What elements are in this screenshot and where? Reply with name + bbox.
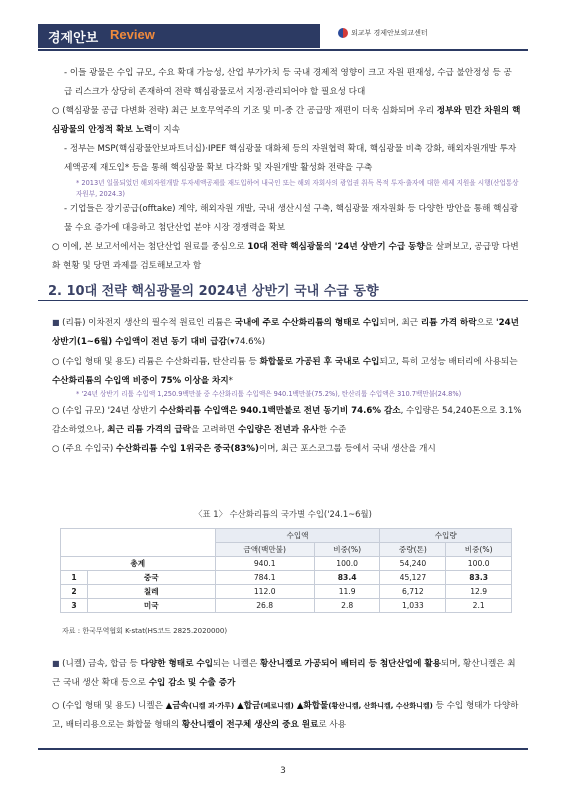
row-share-2: 83.3: [446, 571, 512, 585]
nickel-p1-a: (니켈) 금속, 합금 등: [62, 659, 141, 669]
square-bullet-icon: ■: [52, 659, 63, 668]
row-rank: 2: [61, 585, 88, 599]
nickel-c1-a: ○ (수입 형태 및 용도) 니켈은: [52, 701, 166, 711]
total-amount: 940.1: [215, 557, 314, 571]
intro-bullet-2-text: - 정부는 MSP(핵심광물안보파트너십)·IPEF 핵심광물 대화체 등의 자원협력 확대, 핵심광물 비축 강화, 해외자원개발 투자세액공제 재도입* 등을 통해 핵심광물 확보 다각화 및 자원개발 활성화 전략을 구축: [64, 144, 517, 173]
lithium-c2-e: 을 고려하면: [190, 425, 238, 435]
intro-bullet-2: [64, 140, 522, 178]
lithium-p1-a: (리튬) 이차전지 생산의 필수적 원료인 리튬은: [62, 318, 235, 328]
intro-bullet-3-text: - 기업들은 장기공급(offtake) 계약, 해외자원 개발, 국내 생산시설 구축, 핵심광물 재자원화 등 다양한 방안을 통해 핵심광물 수요 증가에 대응하고 첨단산업 분야 시장 경쟁력을 확보: [64, 204, 519, 233]
table-row-total: [61, 557, 512, 571]
table-corner-cell: [61, 529, 216, 557]
table-header-row-1: [61, 529, 512, 543]
lithium-c3-d: 이며, 최근 포스코그룹 등에서 국내 생산을 개시: [258, 444, 436, 454]
page-header: [38, 24, 528, 48]
lithium-circle-1: [52, 353, 522, 391]
footer-divider: [38, 748, 528, 750]
intro-circle-2-text-c: 을 살펴보고, 공급망 다변화 현황 및 당면 과제를 검토해보고자 함: [52, 242, 519, 271]
table-source: 자료 : 한국무역협회 K-stat(HS코드 2825.2020000): [62, 627, 228, 635]
header-amount: 금액(백만불): [215, 543, 314, 557]
table-row: [61, 571, 512, 585]
row-share-1: 83.4: [314, 571, 380, 585]
lithium-c2-g: 한 수준: [318, 425, 347, 435]
nickel-p1-b: 다양한 형태로 수입: [140, 659, 213, 669]
total-share-2: 100.0: [446, 557, 512, 571]
section-title: 2. 10대 전략 핵심광물의 2024년 상반기 국내 수급 동향: [48, 284, 379, 299]
header-section-label: 경제안보: [48, 31, 99, 46]
lithium-c3-c: (83%): [230, 444, 259, 454]
lithium-p1-b: 국내에 주로 수산화리튬의 형태로 수입: [234, 318, 380, 328]
nickel-c1-j: 로 사용: [318, 720, 347, 730]
row-country: 중국: [88, 571, 216, 585]
lithium-c1-a: ○ (수입 형태 및 용도) 리튬은 수산화리튬, 탄산리튬 등: [52, 357, 260, 367]
lithium-c1-d: 수산화리튬의 수입액 비중이 75% 이상을 차지: [52, 376, 229, 386]
header-share-2: 비중(%): [446, 543, 512, 557]
lithium-p1-g: (▾74.6%): [226, 337, 266, 347]
row-rank: 3: [61, 599, 88, 613]
lithium-footnote-text: * '24년 상반기 리튬 수입액 1,250.9백만불 중 수산화리튬 수입액은 940.1백만불(75.2%), 탄산리튬 수입액은 310.7백만불(24.8%): [76, 390, 462, 398]
row-weight: 1,033: [380, 599, 446, 613]
table-title: 〈표 1〉 수산화리튬의 국가별 수입('24.1~6월): [194, 509, 372, 519]
nickel-c1-e: (페로니켈): [260, 702, 294, 710]
nickel-c1-h: 등 수입 형태가 다양하고, 배터리용으로는 화합물 형태의: [52, 701, 519, 730]
row-amount: 112.0: [215, 585, 314, 599]
lithium-c2-f: 수입량은 전년과 유사: [237, 425, 319, 435]
header-divider: [38, 49, 528, 51]
row-country: 미국: [88, 599, 216, 613]
row-country: 칠레: [88, 585, 216, 599]
nickel-p1-f: 수입 감소 및 수출 증가: [148, 678, 236, 688]
lithium-c3-a: ○ (주요 수입국): [52, 444, 116, 454]
nickel-p1-d: 황산니켈로 가공되어 배터리 등 첨단산업에 활용: [259, 659, 441, 669]
lithium-c1-e: *: [228, 376, 233, 386]
lithium-paragraph: [52, 313, 522, 352]
nickel-c1-i: 황산니켈이 전구체 생산의 중요 원료: [181, 720, 319, 730]
lithium-p1-e: 으로: [476, 318, 496, 328]
intro-bullet-3: [64, 200, 522, 238]
lithium-p1-d: 리튬 가격 하락: [420, 318, 477, 328]
lithium-c2-c: , 수입량은 54,240톤으로 3.1% 감소하였으나,: [52, 406, 522, 435]
lithium-c1-c: 되고, 특히 고성능 배터리에 사용되는: [379, 357, 518, 367]
header-import-volume: 수입량: [380, 529, 512, 543]
nickel-p1-e: 되며, 황산니켈은 최근 국내 생산 확대 등으로: [52, 659, 516, 688]
nickel-paragraph: [52, 654, 522, 693]
row-share-2: 12.9: [446, 585, 512, 599]
total-label: 총계: [61, 557, 216, 571]
header-org-label: 외교부 경제안보외교센터: [351, 29, 428, 37]
header-share-1: 비중(%): [314, 543, 380, 557]
header-review-label: Review: [110, 27, 155, 42]
header-weight: 중량(톤): [380, 543, 446, 557]
row-share-1: 11.9: [314, 585, 380, 599]
nickel-circle-1: [52, 697, 522, 735]
lithium-circle-2: [52, 402, 522, 440]
lithium-c2-d: 최근 리튬 가격의 급락: [107, 425, 191, 435]
lithium-circle-3: [52, 440, 522, 459]
lithium-c2-b: 수산화리튬 수입액은 940.1백만불로 전년 동기비 74.6% 감소: [159, 406, 401, 416]
row-amount: 26.8: [215, 599, 314, 613]
section-divider: [38, 300, 528, 301]
intro-circle-1: [52, 102, 522, 140]
row-weight: 6,712: [380, 585, 446, 599]
lithium-c3-b: 수산화리튬 수입 1위국은 중국: [115, 444, 231, 454]
header-banner: [38, 24, 320, 48]
nickel-c1-d: ▲합금: [234, 701, 261, 711]
lithium-p1-c: 되며, 최근: [379, 318, 421, 328]
header-import-value: 수입액: [215, 529, 380, 543]
lithium-c2-a: ○ (수입 규모) '24년 상반기: [52, 406, 160, 416]
row-share-1: 2.8: [314, 599, 380, 613]
table-row: [61, 599, 512, 613]
lithium-footnote: [76, 389, 522, 400]
intro-bullet-1-text: - 이들 광물은 수입 규모, 수요 확대 가능성, 산업 부가가치 등 국내 경제적 영향이 크고 자원 편재성, 수급 불안정성 등 공급 리스크가 상당히 존재하여 전략 핵심광물로서 지정·관리되어야 할 필요성 다대: [64, 68, 512, 97]
nickel-c1-c: (니켈 괴·가루): [188, 702, 235, 710]
nickel-c1-g: (황산니켈, 산화니켈, 수산화니켈): [328, 702, 433, 710]
row-weight: 45,127: [380, 571, 446, 585]
lithium-c1-b: 화합물로 가공된 후 국내로 수입: [259, 357, 380, 367]
square-bullet-icon: ■: [52, 318, 63, 327]
total-weight: 54,240: [380, 557, 446, 571]
intro-circle-1-text-a: ○ (핵심광물 공급 다변화 전략) 최근 보호무역주의 기조 및 미-중 간 공급망 재편이 더욱 심화되며 우리: [52, 106, 437, 116]
intro-circle-2: [52, 238, 522, 276]
intro-footnote-1-text: * 2013년 일몰되었던 해외자원개발 투자세액공제를 재도입하여 내국인 또는 해외 자회사의 광업권 취득 목적 투자·출자에 대한 세제 지원을 시행(산업통상자원부, 2024.3): [76, 179, 519, 198]
intro-circle-1-text-b: 정부와 민간 차원의 핵심광물의 안정적 확보 노력: [52, 106, 521, 135]
nickel-p1-c: 되는 니켈은: [213, 659, 260, 669]
total-share-1: 100.0: [314, 557, 380, 571]
header-org: [338, 28, 428, 38]
nickel-c1-f: ▲화합물: [293, 701, 329, 711]
intro-bullet-1: [64, 64, 518, 102]
row-rank: 1: [61, 571, 88, 585]
page-number: 3: [280, 766, 286, 776]
row-share-2: 2.1: [446, 599, 512, 613]
intro-circle-2-text-b: 10대 전략 핵심광물의 '24년 상반기 수급 동향: [247, 242, 425, 252]
row-amount: 784.1: [215, 571, 314, 585]
table-row: [61, 585, 512, 599]
lithium-p1-f: '24년 상반기(1~6월) 수입액이 전년 동기 대비 급감: [52, 318, 519, 347]
government-seal-icon: [338, 28, 348, 38]
intro-footnote-1: [76, 178, 522, 200]
intro-circle-2-text-a: ○ 이에, 본 보고서에서는 첨단산업 원료를 중심으로: [52, 242, 248, 252]
nickel-c1-b: ▲금속: [165, 701, 189, 711]
import-table: [60, 528, 512, 613]
intro-circle-1-text-c: 이 지속: [152, 125, 180, 135]
